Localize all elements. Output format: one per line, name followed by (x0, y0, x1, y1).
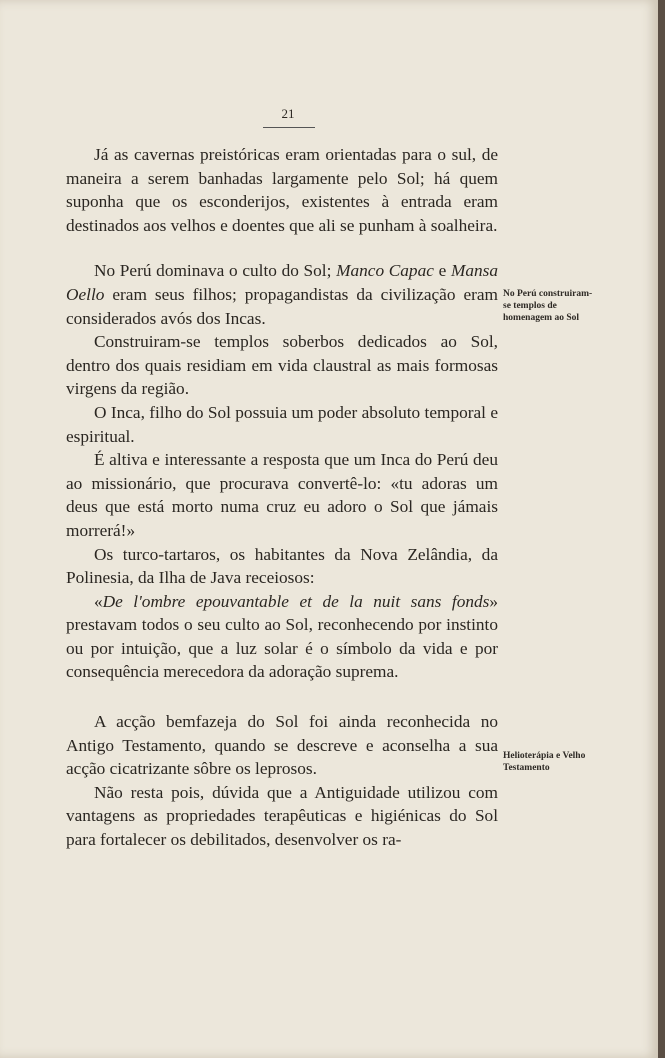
paragraph-old-testament: A acção bemfazeja do Sol foi ainda reconhecida no Antigo Testamento, quando se descreve e aconselha a sua acção cicatrizante sôbre os leprosos. (66, 712, 498, 779)
margin-note-peru-temples: No Perú construiram-se templos de homenagem ao Sol (503, 289, 593, 323)
paragraph-peru: No Perú dominava o culto do Sol; Manco Capac e Mansa Oello eram seus filhos; propagandistas da civilização eram considerados avós dos Incas. (66, 261, 498, 328)
paragraph-caves: Já as cavernas preistóricas eram orientadas para o sul, de maneira a serem banhadas largamente pelo Sol; há quem suponha que os esconderijos, existentes à entrada eram destinados aos velhos e doentes que ali se punham à soalheira. (66, 145, 498, 235)
body-text (66, 143, 498, 852)
page-edge (658, 0, 665, 1058)
margin-note-heliotherapy: Helioterápia e Velho Testamento (503, 751, 586, 773)
page-number: 21 (281, 106, 295, 121)
paragraph-inca: O Inca, filho do Sol possuia um poder absoluto temporal e espiritual. (66, 402, 498, 446)
paragraph-temples: Construiram-se templos soberbos dedicados ao Sol, dentro dos quais residiam em vida claustral as mais formosas virgens da região. (66, 332, 498, 399)
paragraph-antiquity: Não resta pois, dúvida que a Antiguidade utilizou com vantagens as propriedades terapêuticas e higiénicas do Sol para fortalecer os debilitados, desenvolver os ra- (66, 782, 498, 850)
italic-mansa-oello: Mansa Oello (66, 261, 498, 304)
paragraph-answer: É altiva e interessante a resposta que um Inca do Perú deu ao missionário, que procurava convertê-lo: «tu adoras um deus que está morto numa cruz eu adoro o Sol que jámais morrerá!» (66, 450, 498, 540)
italic-quote: De l'ombre epouvantable et de la nuit sans fonds (102, 591, 490, 611)
italic-manco-capac: Manco Capac (336, 261, 434, 281)
paragraph-peoples: Os turco-tartaros, os habitantes da Nova Zelândia, da Polinesia, da Ilha de Java receiosos: (66, 544, 498, 588)
paragraph-quote: «De l'ombre epouvantable et de la nuit sans fonds» prestavam todos o seu culto ao Sol, reconhecendo por instinto ou por intuição, que a luz solar é o símbolo da vida e por consequência merecedora da adoração suprema. (66, 591, 498, 682)
page-number-rule (263, 127, 315, 128)
